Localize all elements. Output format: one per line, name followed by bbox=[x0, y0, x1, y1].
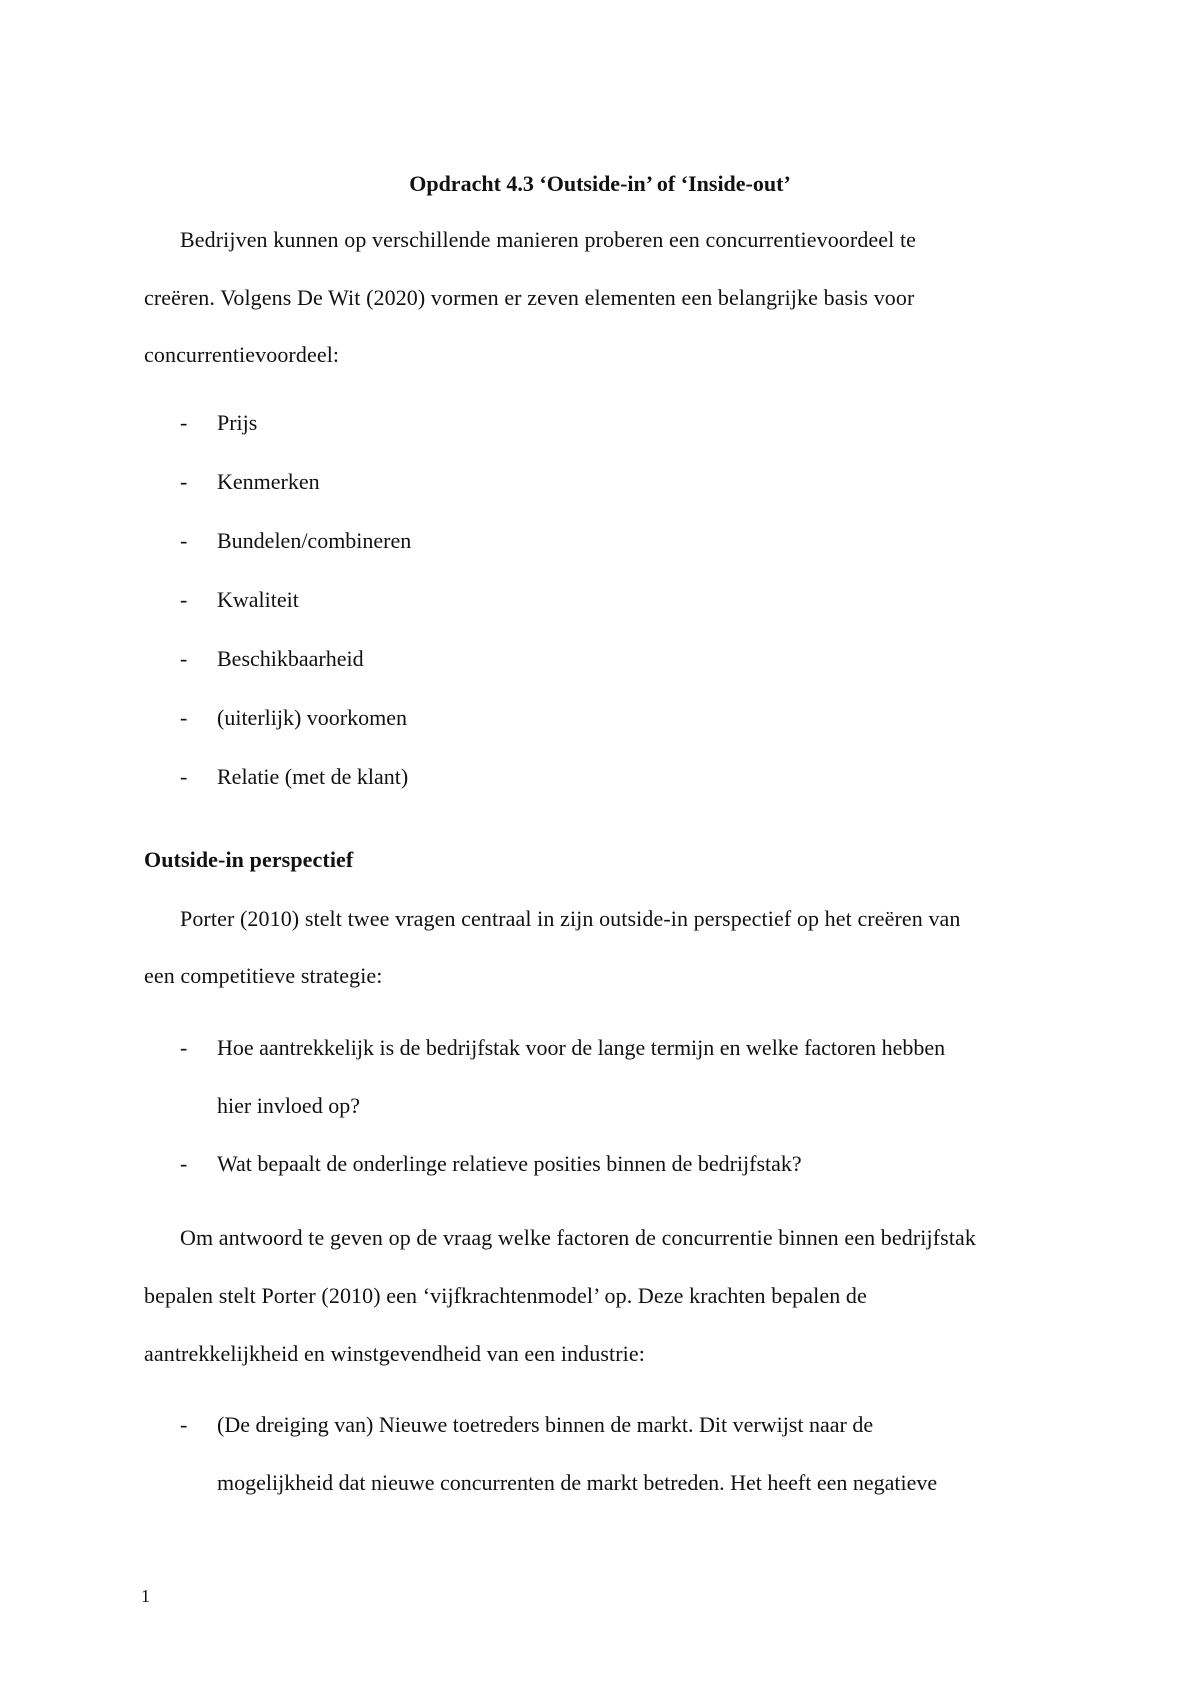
intro-line-1: Bedrijven kunnen op verschillende manieren proberen een concurrentievoordeel te bbox=[180, 227, 917, 252]
bullet-dash: - bbox=[180, 528, 188, 553]
force-1-line-1: (De dreiging van) Nieuwe toetreders binnen de markt. Dit verwijst naar de bbox=[217, 1412, 874, 1437]
document-title: Opdracht 4.3 ‘Outside-in’ of ‘Inside-out’ bbox=[409, 171, 791, 196]
porter-intro-line-2: een competitieve strategie: bbox=[144, 963, 383, 988]
bullet-dash: - bbox=[180, 1035, 188, 1060]
question-2-line-1: Wat bepaalt de onderlinge relatieve posities binnen de bedrijfstak? bbox=[217, 1151, 802, 1176]
forces-intro-line-3: aantrekkelijkheid en winstgevendheid van een industrie: bbox=[144, 1341, 645, 1366]
force-1-line-2: mogelijkheid dat nieuwe concurrenten de markt betreden. Het heeft een negatieve bbox=[217, 1470, 938, 1495]
list-item-text: Prijs bbox=[217, 410, 258, 435]
list-item-text: Relatie (met de klant) bbox=[217, 764, 409, 789]
bullet-dash: - bbox=[180, 1151, 188, 1176]
bullet-dash: - bbox=[180, 410, 188, 435]
bullet-dash: - bbox=[180, 1412, 188, 1437]
intro-line-3: concurrentievoordeel: bbox=[144, 342, 340, 367]
list-item-text: (uiterlijk) voorkomen bbox=[217, 705, 408, 730]
section-heading: Outside-in perspectief bbox=[144, 847, 354, 872]
question-1-line-2: hier invloed op? bbox=[217, 1093, 360, 1118]
question-1-line-1: Hoe aantrekkelijk is de bedrijfstak voor de lange termijn en welke factoren hebben bbox=[217, 1035, 946, 1060]
bullet-dash: - bbox=[180, 469, 188, 494]
intro-line-2: creëren. Volgens De Wit (2020) vormen er zeven elementen een belangrijke basis voor bbox=[144, 285, 915, 310]
list-item-text: Beschikbaarheid bbox=[217, 646, 364, 671]
porter-intro-line-1: Porter (2010) stelt twee vragen centraal in zijn outside-in perspectief op het creëren van bbox=[180, 906, 961, 931]
forces-intro-line-2: bepalen stelt Porter (2010) een ‘vijfkrachtenmodel’ op. Deze krachten bepalen de bbox=[144, 1283, 867, 1308]
forces-intro-line-1: Om antwoord te geven op de vraag welke factoren de concurrentie binnen een bedrijfstak bbox=[180, 1225, 976, 1250]
bullet-dash: - bbox=[180, 764, 188, 789]
list-item-text: Kenmerken bbox=[217, 469, 320, 494]
bullet-dash: - bbox=[180, 705, 188, 730]
list-item-text: Kwaliteit bbox=[217, 587, 299, 612]
page-number: 1 bbox=[141, 1586, 150, 1606]
list-item-text: Bundelen/combineren bbox=[217, 528, 412, 553]
bullet-dash: - bbox=[180, 646, 188, 671]
bullet-dash: - bbox=[180, 587, 188, 612]
